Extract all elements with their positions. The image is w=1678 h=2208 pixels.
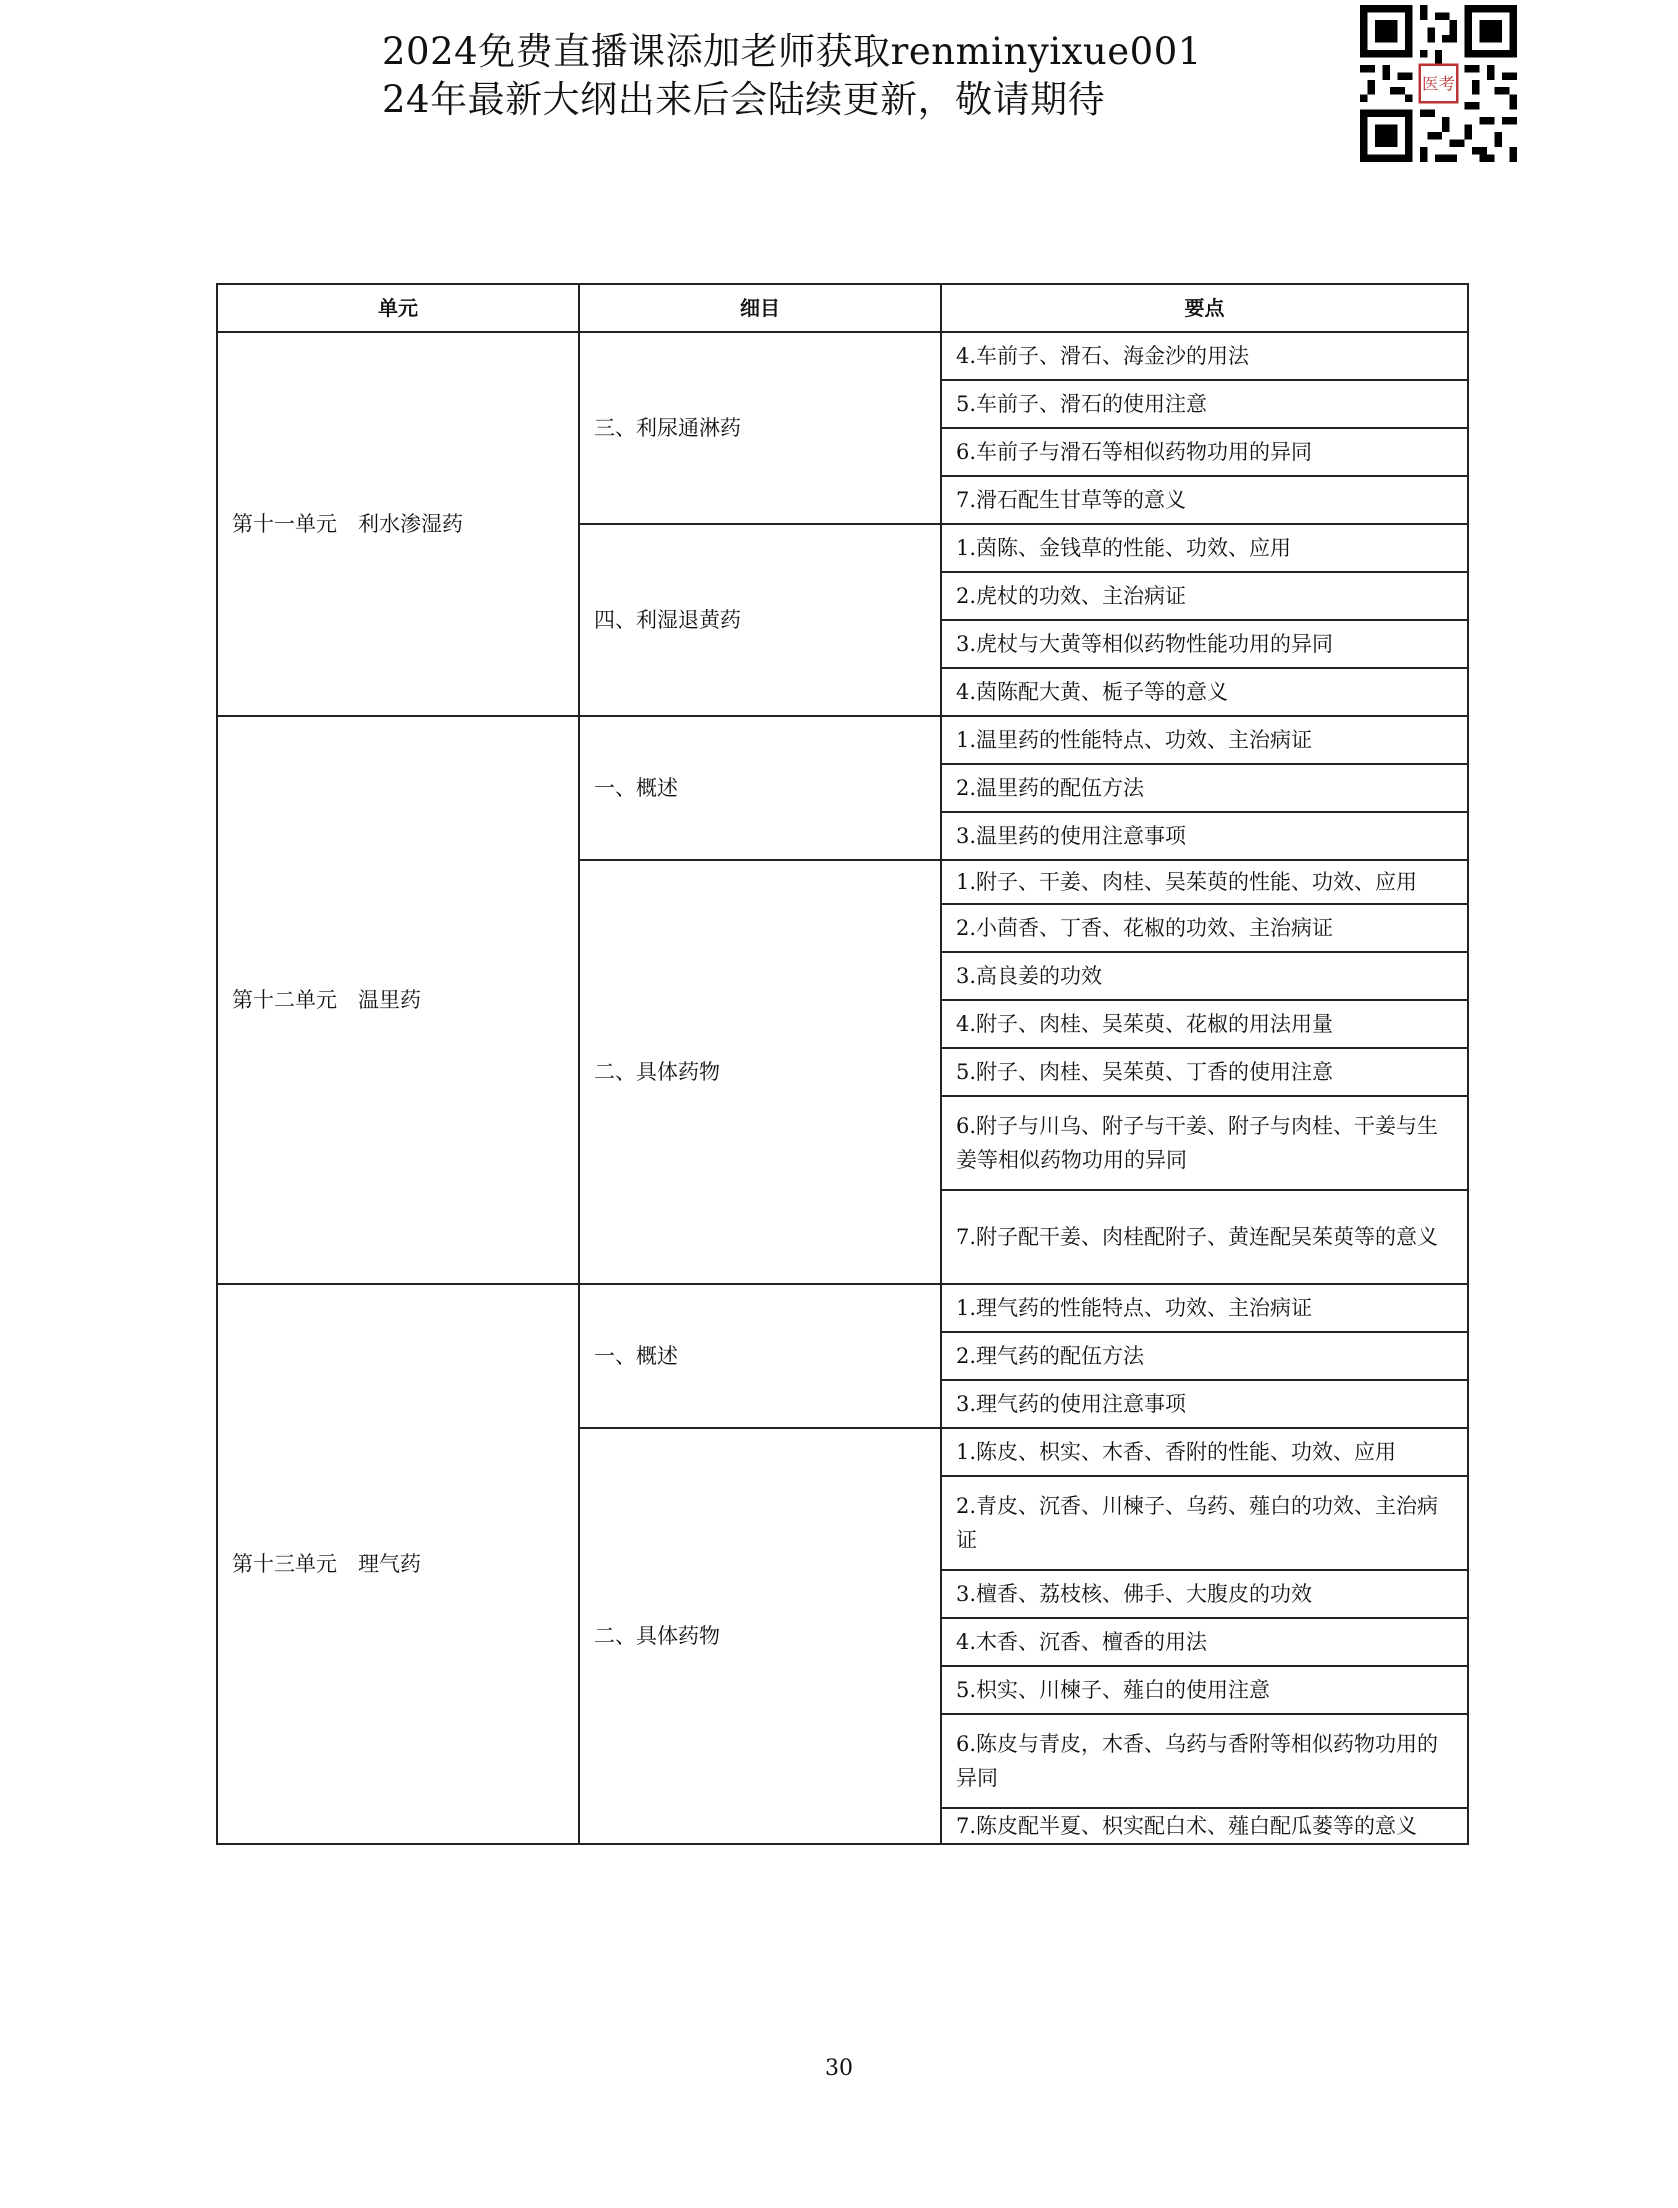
- point-cell: 1.附子、干姜、肉桂、吴茱萸的性能、功效、应用: [941, 860, 1468, 904]
- point-cell: 7.滑石配生甘草等的意义: [941, 476, 1468, 524]
- point-cell: 5.附子、肉桂、吴茱萸、丁香的使用注意: [941, 1048, 1468, 1096]
- point-cell: 2.理气药的配伍方法: [941, 1332, 1468, 1380]
- unit-cell: 第十二单元 温里药: [217, 716, 579, 1284]
- header-points: 要点: [941, 284, 1468, 332]
- point-cell: 7.陈皮配半夏、枳实配白术、薤白配瓜蒌等的意义: [941, 1808, 1468, 1844]
- promo-banner: [382, 28, 1202, 124]
- point-cell: 4.附子、肉桂、吴茱萸、花椒的用法用量: [941, 1000, 1468, 1048]
- point-cell: 3.高良姜的功效: [941, 952, 1468, 1000]
- point-cell: 3.檀香、荔枝核、佛手、大腹皮的功效: [941, 1570, 1468, 1618]
- exam-outline-table: [216, 283, 1469, 1845]
- unit-cell: 第十一单元 利水渗湿药: [217, 332, 579, 716]
- point-cell: 1.温里药的性能特点、功效、主治病证: [941, 716, 1468, 764]
- item-cell: 一、概述: [579, 1284, 941, 1428]
- unit-cell: 第十三单元 理气药: [217, 1284, 579, 1844]
- point-cell: 1.理气药的性能特点、功效、主治病证: [941, 1284, 1468, 1332]
- page-number: 30: [825, 2056, 853, 2081]
- point-cell: 6.陈皮与青皮，木香、乌药与香附等相似药物功用的异同: [941, 1714, 1468, 1808]
- point-cell: 4.车前子、滑石、海金沙的用法: [941, 332, 1468, 380]
- header-item: 细目: [579, 284, 941, 332]
- point-cell: 5.车前子、滑石的使用注意: [941, 380, 1468, 428]
- item-cell: 三、利尿通淋药: [579, 332, 941, 524]
- point-cell: 6.附子与川乌、附子与干姜、附子与肉桂、干姜与生姜等相似药物功用的异同: [941, 1096, 1468, 1190]
- banner-line-2: 24年最新大纲出来后会陆续更新，敬请期待: [382, 78, 1106, 121]
- table-row: [217, 332, 1468, 380]
- banner-line-1: 2024免费直播课添加老师获取renminyixue001: [382, 30, 1202, 73]
- point-cell: 3.理气药的使用注意事项: [941, 1380, 1468, 1428]
- point-cell: 2.温里药的配伍方法: [941, 764, 1468, 812]
- table-header-row: [217, 284, 1468, 332]
- item-cell: 四、利湿退黄药: [579, 524, 941, 716]
- point-cell: 3.虎杖与大黄等相似药物性能功用的异同: [941, 620, 1468, 668]
- item-cell: 一、概述: [579, 716, 941, 860]
- point-cell: 2.青皮、沉香、川楝子、乌药、薤白的功效、主治病证: [941, 1476, 1468, 1570]
- qr-logo-text: 医考: [1422, 74, 1455, 94]
- item-cell: 二、具体药物: [579, 1428, 941, 1844]
- point-cell: 5.枳实、川楝子、薤白的使用注意: [941, 1666, 1468, 1714]
- point-cell: 3.温里药的使用注意事项: [941, 812, 1468, 860]
- item-cell: 二、具体药物: [579, 860, 941, 1284]
- point-cell: 6.车前子与滑石等相似药物功用的异同: [941, 428, 1468, 476]
- header-unit: 单元: [217, 284, 579, 332]
- table-row: [217, 1284, 1468, 1332]
- point-cell: 4.木香、沉香、檀香的用法: [941, 1618, 1468, 1666]
- point-cell: 2.虎杖的功效、主治病证: [941, 572, 1468, 620]
- point-cell: 1.茵陈、金钱草的性能、功效、应用: [941, 524, 1468, 572]
- table-row: [217, 716, 1468, 764]
- point-cell: 4.茵陈配大黄、栀子等的意义: [941, 668, 1468, 716]
- point-cell: 7.附子配干姜、肉桂配附子、黄连配吴茱萸等的意义: [941, 1190, 1468, 1284]
- point-cell: 1.陈皮、枳实、木香、香附的性能、功效、应用: [941, 1428, 1468, 1476]
- point-cell: 2.小茴香、丁香、花椒的功效、主治病证: [941, 904, 1468, 952]
- qr-code-icon[interactable]: [1360, 5, 1517, 162]
